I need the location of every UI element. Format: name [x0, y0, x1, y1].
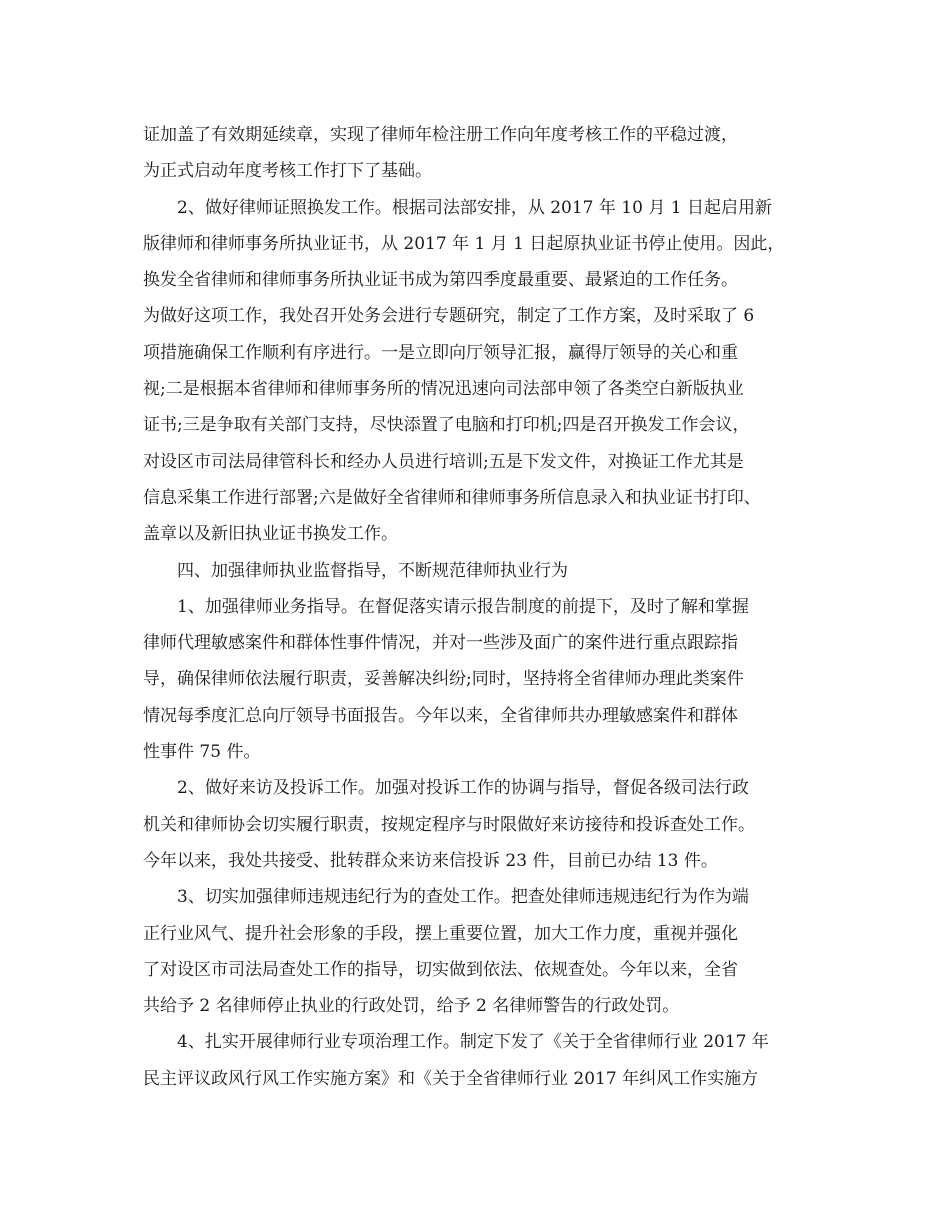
text-line: 为做好这项工作，我处召开处务会进行专题研究，制定了工作方案，及时采取了 6 [143, 306, 755, 327]
text-line: 今年以来，我处共接受、批转群众来访来信投诉 23 件，目前已办结 13 件。 [143, 850, 718, 871]
paragraph-start: 2、做好来访及投诉工作。加强对投诉工作的协调与指导，督促各级司法行政 [177, 778, 749, 799]
text-line: 机关和律师协会切实履行职责，按规定程序与时限做好来访接待和投诉查处工作。 [143, 814, 755, 835]
paragraph-start: 4、扎实开展律师行业专项治理工作。制定下发了《关于全省律师行业 2017 年 [177, 1032, 769, 1053]
paragraph-start: 1、加强律师业务指导。在督促落实请示报告制度的前提下，及时了解和掌握 [177, 596, 749, 617]
section-heading: 四、加强律师执业监督指导，不断规范律师执业行为 [177, 560, 568, 581]
text-line: 盖章以及新旧执业证书换发工作。 [143, 524, 398, 545]
text-line: 版律师和律师事务所执业证书，从 2017 年 1 月 1 日起原执业证书停止使用。因此， [143, 233, 785, 254]
text-line: 证书;三是争取有关部门支持，尽快添置了电脑和打印机;四是召开换发工作会议， [143, 415, 750, 436]
text-line: 民主评议政风行风工作实施方案》和《关于全省律师行业 2017 年纠风工作实施方 [143, 1068, 759, 1089]
text-line: 视;二是根据本省律师和律师事务所的情况迅速向司法部申领了各类空白新版执业 [143, 379, 744, 400]
text-line: 导，确保律师依法履行职责，妥善解决纠纷;同时，坚持将全省律师办理此类案件 [143, 669, 744, 690]
text-line: 信息采集工作进行部署;六是做好全省律师和律师事务所信息录入和执业证书打印、 [143, 487, 761, 508]
paragraph-start: 2、做好律师证照换发工作。根据司法部安排，从 2017 年 10 月 1 日起启用新 [177, 197, 772, 218]
text-line: 证加盖了有效期延续章，实现了律师年检注册工作向年度考核工作的平稳过渡， [143, 125, 738, 145]
text-line: 共给予 2 名律师停止执业的行政处罚，给予 2 名律师警告的行政处罚。 [143, 996, 680, 1017]
text-line: 项措施确保工作顺利有序进行。一是立即向厅领导汇报，赢得厅领导的关心和重 [143, 342, 738, 363]
text-line: 律师代理敏感案件和群体性事件情况，并对一些涉及面广的案件进行重点跟踪指 [143, 633, 738, 654]
text-line: 了对设区市司法局查处工作的指导，切实做到依法、依规查处。今年以来，全省 [143, 959, 738, 980]
paragraph-start: 3、切实加强律师违规违纪行为的查处工作。把查处律师违规违纪行为作为端 [177, 887, 749, 908]
document-body [143, 117, 813, 1097]
text-line: 对设区市司法局律管科长和经办人员进行培训;五是下发文件，对换证工作尤其是 [143, 451, 744, 472]
text-line: 情况每季度汇总向厅领导书面报告。今年以来，全省律师共办理敏感案件和群体 [143, 705, 738, 726]
text-line: 换发全省律师和律师事务所执业证书成为第四季度最重要、最紧迫的工作任务。 [143, 270, 738, 291]
text-line: 为正式启动年度考核工作打下了基础。 [143, 161, 432, 182]
text-line: 正行业风气、提升社会形象的手段，摆上重要位置，加大工作力度，重视并强化 [143, 923, 738, 944]
text-line: 性事件 75 件。 [143, 742, 261, 763]
